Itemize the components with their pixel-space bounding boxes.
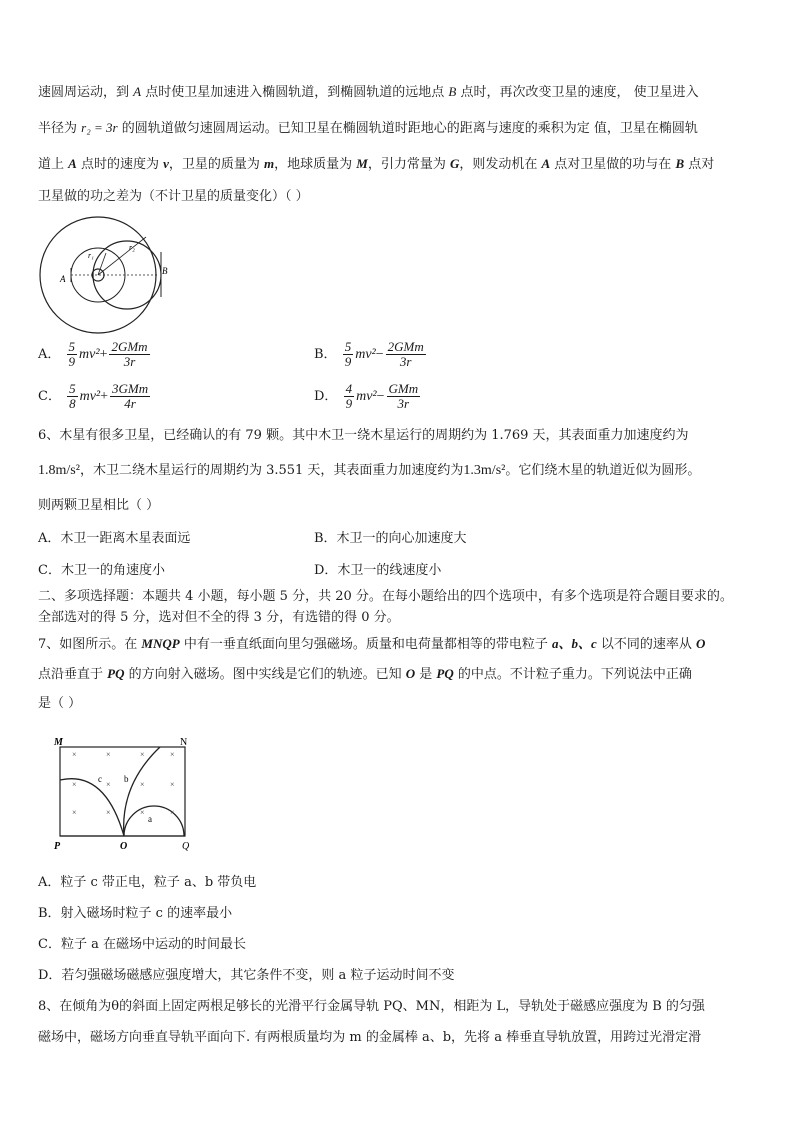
q7-option-c[interactable]: C．粒子 a 在磁场中运动的时间最长: [38, 937, 246, 952]
q5-line-3: 道上 A 点时的速度为 v，卫星的质量为 m，地球质量为 M，引力常量为 G，则发动机在 A 点对卫星做的功与在 B 点对: [38, 156, 715, 172]
q7-line-2: 点沿垂直于 PQ 的方向射入磁场。图中实线是它们的轨迹。已知 O 是 PQ 的中点。不计粒子重力。下列说法中正确: [38, 666, 692, 682]
label-b: b: [124, 774, 129, 784]
cross: ×: [170, 750, 175, 759]
point-a-label: A: [60, 274, 66, 284]
q7-line-3: 是（ ）: [38, 696, 82, 711]
cross: ×: [170, 808, 175, 817]
q6-option-a[interactable]: A．木卫一距离木星表面远: [38, 531, 191, 546]
trajectory-b: [124, 747, 160, 836]
q7-option-b[interactable]: B．射入磁场时粒子 c 的速率最小: [38, 906, 233, 921]
field-boundary: [60, 747, 185, 836]
q5-option-c[interactable]: C． $\frac{5}{8}$ mv²+ $\frac{\text{3GMm}}{4r}$: [38, 381, 149, 411]
q6-option-b[interactable]: B．木卫一的向心加速度大: [314, 531, 467, 546]
magnetic-field-diagram: [50, 735, 200, 855]
cross: ×: [106, 750, 111, 759]
cross: ×: [72, 780, 77, 789]
q5-option-b[interactable]: B． $\frac{5}{9}$ mv²− $\frac{\text{2GMm}}{3r}$: [314, 339, 424, 369]
q5-option-a[interactable]: A． $\frac{5}{9}$ mv²+ $\frac{\text{2GMm}}{3r}$: [38, 339, 148, 369]
r1-label: r₁: [88, 251, 94, 260]
trajectory-a: [124, 806, 184, 836]
q6-line-1: 6、木星有很多卫星，已经确认的有 79 颗。其中木卫一绕木星运行的周期约为 1.769 天，其表面重力加速度约为: [38, 428, 689, 443]
label-q: Q: [182, 841, 190, 852]
q5-line-1: 速圆周运动，到 A 点时使卫星加速进入椭圆轨道，到椭圆轨道的远地点 B 点时，再次改变卫星的速度， 使卫星进入: [38, 84, 699, 100]
label-a: a: [148, 814, 152, 824]
q6-line-2: 1.8m/s²，木卫二绕木星运行的周期约为 3.551 天，其表面重力加速度约为1.3m/s²。它们绕木星的轨道近似为圆形。: [38, 463, 701, 478]
cross: ×: [72, 750, 77, 759]
trajectory-c: [60, 779, 124, 836]
q8-line-2: 磁场中，磁场方向垂直导轨平面向下. 有两根质量均为 m 的金属棒 a、b，先将 a 棒垂直导轨放置，用跨过光滑定滑: [38, 1030, 702, 1045]
cross: ×: [140, 808, 145, 817]
r2-label: r₂: [129, 243, 135, 252]
section-2-header: 二、多项选择题：本题共 4 小题，每小题 5 分，共 20 分。在每小题给出的四个选项中，有多个选项是符合题目要求的。: [38, 589, 733, 604]
point-b-label: B: [162, 266, 168, 276]
q6-option-c[interactable]: C．木卫一的角速度小: [38, 563, 165, 578]
q5-option-d[interactable]: D． $\frac{4}{9}$ mv²− $\frac{\text{GMm}}{3r}$: [314, 381, 419, 411]
q7-line-1: 7、如图所示。在 MNQP 中有一垂直纸面向里匀强磁场。质量和电荷量都相等的带电粒子 a、b、c 以不同的速率从 O: [38, 636, 706, 652]
q7-option-d[interactable]: D．若匀强磁场磁感应强度增大，其它条件不变，则 a 粒子运动时间不变: [38, 968, 455, 983]
q5-line-4: 卫星做的功之差为（不计卫星的质量变化）（ ）: [38, 189, 309, 204]
label-n: N: [180, 737, 188, 748]
orbit-diagram: [36, 212, 176, 342]
cross: ×: [140, 750, 145, 759]
cross: ×: [140, 780, 145, 789]
q6-line-3: 则两颗卫星相比（ ）: [38, 498, 160, 513]
cross: ×: [106, 780, 111, 789]
q6-option-d[interactable]: D．木卫一的线速度小: [314, 563, 442, 578]
q5-line-2: 半径为 r₂ = 3r 的圆轨道做匀速圆周运动。已知卫星在椭圆轨道时距地心的距离与速度的乘积为定 值，卫星在椭圆轨: [38, 120, 698, 136]
label-c: c: [98, 774, 102, 784]
cross: ×: [170, 780, 175, 789]
section-2-header-cont: 全部选对的得 5 分，选对但不全的得 3 分，有选错的得 0 分。: [38, 610, 400, 625]
q8-line-1: 8、在倾角为θ的斜面上固定两根足够长的光滑平行金属导轨 PQ、MN，相距为 L，导轨处于磁感应强度为 B 的匀强: [38, 999, 705, 1014]
label-o: O: [120, 841, 128, 852]
cross: ×: [106, 808, 111, 817]
cross: ×: [72, 808, 77, 817]
q7-option-a[interactable]: A．粒子 c 带正电，粒子 a、b 带负电: [38, 875, 257, 890]
label-m: M: [54, 737, 63, 748]
label-p: P: [54, 841, 61, 852]
